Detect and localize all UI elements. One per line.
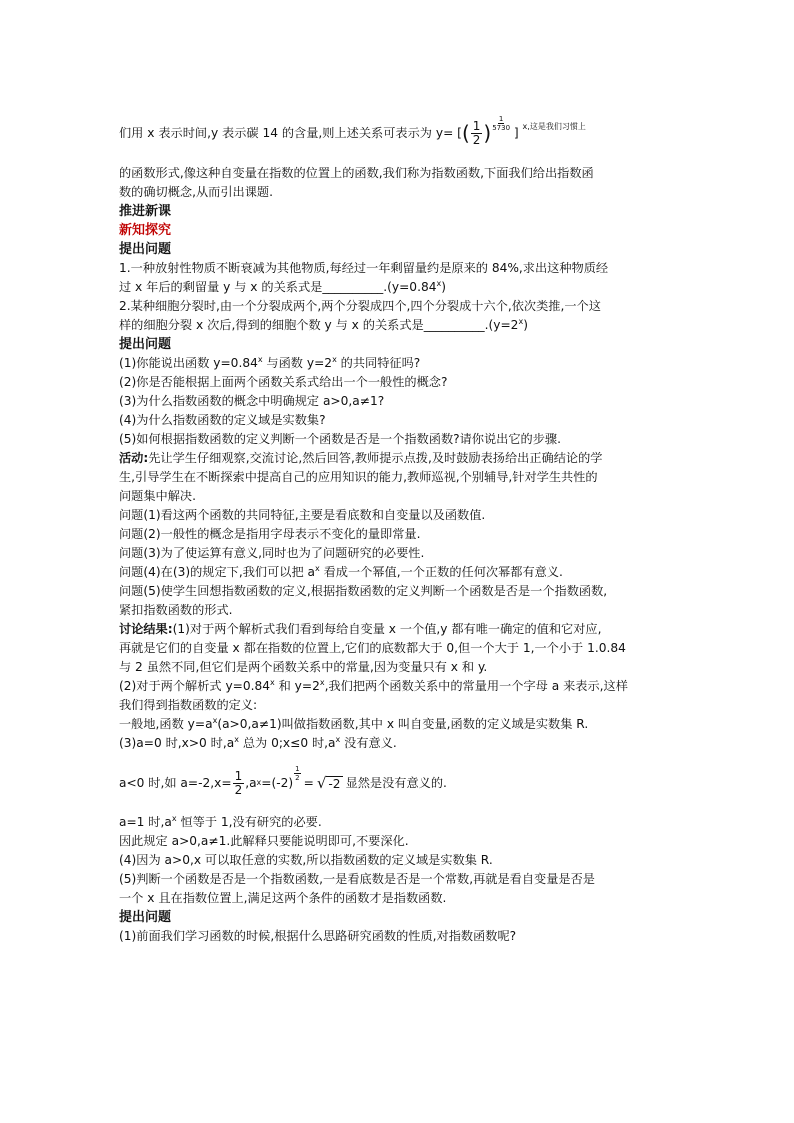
intro-line-3: 数的确切概念,从而引出课题. xyxy=(119,185,273,199)
discussion-4: (4)因为 a>0,x 可以取任意的实数,所以指数函数的定义域是实数集 R. xyxy=(119,853,493,867)
activity-label: 活动: xyxy=(119,451,149,465)
problem-3: (3)为什么指数函数的概念中明确规定 a>0,a≠1? xyxy=(119,394,385,408)
document-page xyxy=(119,116,679,946)
discussion-2-line-2: 我们得到指数函数的定义: xyxy=(119,698,258,712)
problem-1: (1)你能说出函数 $y=0.84^x$ 与函数 $y=2^x$ 的共同特征吗? xyxy=(119,354,421,370)
activity-line-1: 活动:先让学生仔细观察,交流讨论,然后回答,教师提示点拨,及时鼓励表扬给出正确结论的学 xyxy=(119,451,603,465)
bracket-close: ] xyxy=(510,125,523,140)
fraction-half: $\frac{1}{2}$ xyxy=(234,768,243,797)
discussion-5-line-1: (5)判断一个函数是否是一个指数函数,一是看底数是否是一个常数,再就是看自变量是否是 xyxy=(119,872,595,886)
wenti-1: 问题(1)看这两个函数的共同特征,主要是看底数和自变量以及函数值. xyxy=(119,508,486,522)
heading-tichu-3: 提出问题 xyxy=(119,910,172,925)
heading-tichu-1: 提出问题 xyxy=(119,242,172,257)
question-2-line-1: 2.某种细胞分裂时,由一个分裂成两个,两个分裂成四个,四个分裂成十六个,依次类推,一个这 xyxy=(119,299,601,313)
problem-4: (4)为什么指数函数的定义域是实数集? xyxy=(119,413,326,427)
discussion-3: (3)a=0 时,x>0 时$,a^x$ 总为 0;x≤0 时$,a^x$ 没有意义. xyxy=(119,734,397,750)
heading-xinzhi: 新知探究 xyxy=(119,223,172,238)
question-1-line-2: 过 x 年后的剩留量 y 与 x 的关系式是$\_\_\_\_\_\_\_\_\_\_.(y=0.84^x)$ xyxy=(119,278,446,294)
sqrt-neg-2: √ -2 xyxy=(316,773,341,792)
exp-denominator: 5730 xyxy=(492,123,511,132)
discussion-2-line-1: (2)对于两个解析式 $y=0.84^x$ 和 $y=2^x$,我们把两个函数关系中的常量用一个字母 a 来表示,这样 xyxy=(119,677,628,693)
question-1-line-1: 1.一种放射性物质不断衰减为其他物质,每经过一年剩留量约是原来的 84%,求出这种物质经 xyxy=(119,261,609,275)
discussion-line-3: 与 2 虽然不同,但它们是两个函数关系中的常量,因为变量只有 x 和 y. xyxy=(119,660,488,674)
numerator: 1 xyxy=(472,118,481,133)
problem-5: (5)如何根据指数函数的定义判断一个函数是否是一个指数函数?请你说出它的步骤. xyxy=(119,432,561,446)
discussion-line-2: 再就是它们的自变量 x 都在指数的位置上,它们的底数都大于 0,但一个大于 1,一个小于 1.0.84 xyxy=(119,641,626,655)
intro-line-1: 们用 x 表示时间,y 表示碳 14 的含量,则上述关系可表示为 y= [ ( $\frac{1}{2}$ ) $\frac{1}{5730}$ ] x,这是我们习惯上 xyxy=(119,114,586,147)
heading-tuijin: 推进新课 xyxy=(119,204,172,219)
fraction-one-half xyxy=(471,120,483,147)
radical-icon: √ xyxy=(316,773,327,792)
wenti-5-line-2: 紧扣指数函数的形式. xyxy=(119,603,233,617)
text: 们用 x 表示时间,y 表示碳 14 的含量,则上述关系可表示为 y= xyxy=(119,125,454,140)
final-question: (1)前面我们学习函数的时候,根据什么思路研究函数的性质,对指数函数呢? xyxy=(119,929,517,943)
heading-tichu-2: 提出问题 xyxy=(119,337,172,352)
question-2-line-2: 样的细胞分裂 x 次后,得到的细胞个数 y 与 x 的关系式是$\_\_\_\_\_\_\_\_\_\_.(y=2^x)$ xyxy=(119,316,528,332)
exponent-fraction xyxy=(492,115,510,132)
paren-close: ) xyxy=(483,121,492,145)
discussion-line-1: 讨论结果:(1)对于两个解析式我们看到每给自变量 x 一个值,y 都有唯一确定的值和它对应, xyxy=(119,622,602,636)
exponent-half: $\frac{1}{2}$ xyxy=(295,764,300,782)
wenti-5-line-1: 问题(5)使学生回想指数函数的定义,根据指数函数的定义判断一个函数是否是一个指数函数, xyxy=(119,584,608,598)
wenti-4: 问题(4)在(3)的规定下,我们可以把 $a^x$ 看成一个幂值,一个正数的任何次幂都有意义. xyxy=(119,563,563,579)
activity-line-2: 生,引导学生在不断探索中提高自己的应用知识的能力,教师巡视,个别辅导,针对学生共性的 xyxy=(119,470,598,484)
therefore-line: 因此规定 a>0,a≠1.此解释只要能说明即可,不要深化. xyxy=(119,834,409,848)
denominator: 2 xyxy=(472,132,481,147)
paren-open: ( xyxy=(461,121,470,145)
exp-numerator: 1 xyxy=(498,114,504,123)
discussion-a-equals-1: a=1 时$,a^x$ 恒等于 1,没有研究的必要. xyxy=(119,813,322,829)
intro-line-2: 的函数形式,像这种自变量在指数的位置上的函数,我们称为指数函数,下面我们给出指数函 xyxy=(119,166,594,180)
wenti-3: 问题(3)为了使运算有意义,同时也为了问题研究的必要性. xyxy=(119,546,425,560)
discussion-label: 讨论结果: xyxy=(119,622,173,636)
problem-2: (2)你是否能根据上面两个函数关系式给出一个一般性的概念? xyxy=(119,375,448,389)
wenti-2: 问题(2)一般性的概念是指用字母表示不变化的量即常量. xyxy=(119,527,421,541)
bracket-open: [ xyxy=(453,125,462,140)
activity-line-3: 问题集中解决. xyxy=(119,489,196,503)
definition: 一般地,函数 $y=a^x(a>0,a\ne 1)$叫做指数函数,其中 x 叫自变量,函数的定义域是实数集 R. xyxy=(119,715,589,731)
negative-base-example: a<0 时,如 a=-2,x= $\frac{1}{2}$ ,a x =(-2) $\frac{1}{2}$ = √ -2 显然是没有意义的. xyxy=(119,764,447,797)
discussion-5-line-2: 一个 x 且在指数位置上,满足这两个条件的函数才是指数函数. xyxy=(119,891,447,905)
